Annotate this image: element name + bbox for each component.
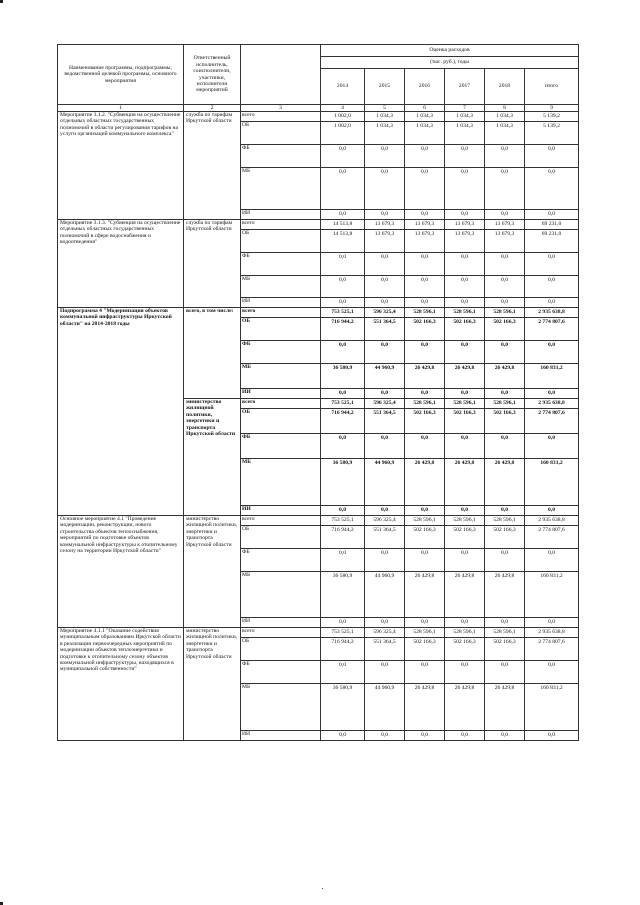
- year-value-cell: 0,0: [485, 210, 525, 220]
- year-value-cell: 528 596,1: [445, 308, 485, 318]
- year-value-cell: 1 034,3: [365, 112, 405, 122]
- year-value-cell: 0,0: [365, 276, 405, 298]
- table-row: [58, 308, 579, 318]
- scan-corner-mark: [0, 0, 3, 3]
- header-source: [241, 45, 321, 105]
- year-value-cell: 0,0: [445, 341, 485, 364]
- year-value-cell: 0,0: [321, 210, 365, 220]
- year-value-cell: 0,0: [321, 661, 365, 684]
- funding-source-cell: ОБ: [241, 409, 321, 434]
- year-value-cell: 0,0: [321, 434, 365, 459]
- year-value-cell: 0,0: [365, 618, 405, 628]
- year-value-cell: 0,0: [405, 434, 445, 459]
- year-value-cell: 596 325,4: [365, 628, 405, 638]
- total-value-cell: 5 139,2: [525, 112, 579, 122]
- year-value-cell: 36 580,9: [321, 684, 365, 731]
- total-value-cell: 2 774 807,6: [525, 638, 579, 661]
- year-value-cell: 551 364,5: [365, 526, 405, 549]
- year-value-cell: 0,0: [321, 341, 365, 364]
- header-cost-unit: (тыс. руб.), годы: [321, 57, 579, 69]
- header-responsible: Ответственный исполнитель, соисполнители, участники, исполнители мероприятий: [184, 45, 241, 105]
- funding-source-cell: всего: [241, 399, 321, 409]
- year-value-cell: 26 429,8: [405, 364, 445, 389]
- column-number: 4: [321, 105, 365, 112]
- year-value-cell: 551 364,5: [365, 409, 405, 434]
- column-number-row: [58, 105, 579, 112]
- year-value-cell: 26 429,8: [445, 459, 485, 506]
- year-value-cell: 502 166,3: [485, 409, 525, 434]
- year-value-cell: 0,0: [445, 618, 485, 628]
- table-row: [58, 220, 579, 230]
- year-value-cell: 0,0: [485, 731, 525, 741]
- column-number: 7: [445, 105, 485, 112]
- year-value-cell: 0,0: [405, 210, 445, 220]
- year-value-cell: 0,0: [405, 145, 445, 168]
- year-value-cell: 0,0: [405, 389, 445, 399]
- budget-table-sheet: [57, 44, 579, 741]
- year-value-cell: 0,0: [365, 210, 405, 220]
- year-value-cell: 596 325,4: [365, 399, 405, 409]
- year-value-cell: 0,0: [365, 389, 405, 399]
- year-value-cell: 0,0: [445, 276, 485, 298]
- year-value-cell: 26 429,8: [405, 572, 445, 618]
- year-value-cell: 551 364,5: [365, 318, 405, 341]
- year-value-cell: 0,0: [405, 276, 445, 298]
- funding-source-cell: МБ: [241, 572, 321, 618]
- year-value-cell: 13 679,3: [485, 230, 525, 253]
- year-value-cell: 0,0: [405, 506, 445, 516]
- year-value-cell: 44 960,9: [365, 459, 405, 506]
- total-value-cell: 160 831,2: [525, 364, 579, 389]
- year-value-cell: 1 002,0: [321, 112, 365, 122]
- total-value-cell: 2 935 638,8: [525, 628, 579, 638]
- year-value-cell: 0,0: [445, 549, 485, 572]
- year-value-cell: 44 960,9: [365, 364, 405, 389]
- year-value-cell: 44 960,9: [365, 684, 405, 731]
- year-value-cell: 716 944,2: [321, 526, 365, 549]
- total-value-cell: 2 774 807,6: [525, 318, 579, 341]
- year-value-cell: 528 596,1: [445, 399, 485, 409]
- total-value-cell: 0,0: [525, 298, 579, 308]
- funding-source-cell: ФБ: [241, 253, 321, 276]
- program-name-cell: Мероприятие 3.1.2. "Субвенция на осуществление отдельных областных государственных полномочий в области регулирования тарифов на услуги организаций коммунального комплекса": [58, 112, 184, 220]
- header-year: 2017: [445, 69, 485, 105]
- funding-source-cell: МБ: [241, 168, 321, 210]
- year-value-cell: 26 429,8: [405, 684, 445, 731]
- total-value-cell: 0,0: [525, 389, 579, 399]
- year-value-cell: 0,0: [365, 298, 405, 308]
- total-value-cell: 2 774 807,6: [525, 409, 579, 434]
- year-value-cell: 0,0: [365, 168, 405, 210]
- funding-source-cell: ОБ: [241, 526, 321, 549]
- year-value-cell: 502 166,3: [405, 526, 445, 549]
- year-value-cell: 0,0: [445, 389, 485, 399]
- year-value-cell: 0,0: [321, 253, 365, 276]
- year-value-cell: 26 429,8: [485, 572, 525, 618]
- year-value-cell: 0,0: [321, 389, 365, 399]
- year-value-cell: 0,0: [365, 145, 405, 168]
- year-value-cell: 0,0: [321, 145, 365, 168]
- year-value-cell: 502 166,3: [445, 526, 485, 549]
- year-value-cell: 753 525,1: [321, 308, 365, 318]
- year-value-cell: 26 429,8: [485, 684, 525, 731]
- responsible-cell: служба по тарифам Иркутской области: [184, 112, 241, 220]
- year-value-cell: 528 596,1: [405, 399, 445, 409]
- year-value-cell: 0,0: [365, 506, 405, 516]
- year-value-cell: 0,0: [485, 298, 525, 308]
- total-value-cell: 69 231,0: [525, 230, 579, 253]
- year-value-cell: 551 364,5: [365, 638, 405, 661]
- year-value-cell: 0,0: [485, 618, 525, 628]
- funding-source-cell: всего: [241, 308, 321, 318]
- responsible-cell: министерство жилищной политики, энергетики и транспорта Иркутской области: [184, 516, 241, 628]
- year-value-cell: 0,0: [485, 276, 525, 298]
- year-value-cell: 753 525,1: [321, 399, 365, 409]
- responsible-cell: всего, в том числе:: [184, 308, 241, 399]
- scan-speck: [322, 888, 323, 889]
- funding-source-cell: ФБ: [241, 549, 321, 572]
- year-value-cell: 0,0: [365, 731, 405, 741]
- funding-source-cell: МБ: [241, 684, 321, 731]
- total-value-cell: 2 935 638,8: [525, 308, 579, 318]
- column-number: 8: [485, 105, 525, 112]
- year-value-cell: 0,0: [321, 168, 365, 210]
- year-value-cell: 0,0: [365, 341, 405, 364]
- year-value-cell: 0,0: [405, 731, 445, 741]
- total-value-cell: 0,0: [525, 341, 579, 364]
- year-value-cell: 0,0: [445, 434, 485, 459]
- year-value-cell: 502 166,3: [485, 318, 525, 341]
- year-value-cell: 0,0: [405, 168, 445, 210]
- year-value-cell: 0,0: [445, 210, 485, 220]
- funding-source-cell: МБ: [241, 276, 321, 298]
- total-value-cell: 0,0: [525, 276, 579, 298]
- year-value-cell: 0,0: [321, 549, 365, 572]
- year-value-cell: 528 596,1: [485, 516, 525, 526]
- column-number: 6: [405, 105, 445, 112]
- funding-source-cell: ФБ: [241, 434, 321, 459]
- funding-source-cell: ФБ: [241, 341, 321, 364]
- year-value-cell: 596 325,4: [365, 516, 405, 526]
- responsible-cell: министерство жилищной политики, энергетики и транспорта Иркутской области: [184, 628, 241, 741]
- header-total: итого: [525, 69, 579, 105]
- year-value-cell: 596 325,4: [365, 308, 405, 318]
- budget-table: [57, 44, 579, 741]
- year-value-cell: 26 429,8: [405, 459, 445, 506]
- year-value-cell: 13 679,3: [485, 220, 525, 230]
- year-value-cell: 0,0: [365, 434, 405, 459]
- header-cost-estimate: Оценка расходов: [321, 45, 579, 57]
- year-value-cell: 753 525,1: [321, 516, 365, 526]
- header-year: 2018: [485, 69, 525, 105]
- year-value-cell: 0,0: [365, 549, 405, 572]
- year-value-cell: 0,0: [485, 145, 525, 168]
- total-value-cell: 69 231,0: [525, 220, 579, 230]
- year-value-cell: 26 429,8: [485, 459, 525, 506]
- year-value-cell: 0,0: [321, 731, 365, 741]
- year-value-cell: 0,0: [485, 389, 525, 399]
- header-row: [58, 45, 579, 57]
- year-value-cell: 1 034,3: [445, 112, 485, 122]
- total-value-cell: 160 831,2: [525, 684, 579, 731]
- year-value-cell: 716 944,2: [321, 318, 365, 341]
- program-name-cell: Мероприятие 3.1.3. "Субвенция на осуществление отдельных областных государственных полномочий в сфере водоснабжения и водоотведения": [58, 220, 184, 308]
- funding-source-cell: ОБ: [241, 122, 321, 145]
- year-value-cell: 0,0: [321, 618, 365, 628]
- funding-source-cell: МБ: [241, 459, 321, 506]
- year-value-cell: 0,0: [405, 341, 445, 364]
- year-value-cell: 0,0: [485, 168, 525, 210]
- funding-source-cell: ИИ: [241, 389, 321, 399]
- year-value-cell: 716 944,2: [321, 638, 365, 661]
- funding-source-cell: всего: [241, 220, 321, 230]
- column-number: 1: [58, 105, 184, 112]
- year-value-cell: 528 596,1: [405, 628, 445, 638]
- program-name-cell: Мероприятие 4.1.1 "Оказание содействия муниципальным образованиям Иркутской области в реализации первоочередных мероприятий по модернизации объектов теплоэнергетики и подготовке к отопительному сезону объектов коммунальной инфраструктуры, находящихся в муниципальной собственности": [58, 628, 184, 741]
- responsible-cell: министерство жилищной политики, энергетики и транспорта Иркутской области: [184, 399, 241, 516]
- header-year: 2014: [321, 69, 365, 105]
- year-value-cell: 528 596,1: [485, 308, 525, 318]
- year-value-cell: 1 034,3: [405, 122, 445, 145]
- funding-source-cell: ИИ: [241, 506, 321, 516]
- total-value-cell: 0,0: [525, 731, 579, 741]
- year-value-cell: 0,0: [485, 506, 525, 516]
- funding-source-cell: ФБ: [241, 661, 321, 684]
- funding-source-cell: МБ: [241, 364, 321, 389]
- year-value-cell: 528 596,1: [485, 628, 525, 638]
- budget-table-body: [58, 45, 579, 741]
- year-value-cell: 716 944,2: [321, 409, 365, 434]
- year-value-cell: 502 166,3: [405, 638, 445, 661]
- year-value-cell: 0,0: [321, 276, 365, 298]
- total-value-cell: 0,0: [525, 210, 579, 220]
- total-value-cell: 0,0: [525, 618, 579, 628]
- year-value-cell: 502 166,3: [445, 638, 485, 661]
- year-value-cell: 13 679,3: [365, 230, 405, 253]
- year-value-cell: 44 960,9: [365, 572, 405, 618]
- year-value-cell: 0,0: [445, 253, 485, 276]
- total-value-cell: 0,0: [525, 145, 579, 168]
- funding-source-cell: всего: [241, 112, 321, 122]
- total-value-cell: 0,0: [525, 434, 579, 459]
- total-value-cell: 5 139,2: [525, 122, 579, 145]
- year-value-cell: 0,0: [445, 298, 485, 308]
- year-value-cell: 0,0: [365, 661, 405, 684]
- year-value-cell: 13 679,3: [445, 230, 485, 253]
- total-value-cell: 160 831,2: [525, 572, 579, 618]
- year-value-cell: 0,0: [405, 661, 445, 684]
- year-value-cell: 36 580,9: [321, 364, 365, 389]
- year-value-cell: 0,0: [445, 168, 485, 210]
- funding-source-cell: ИИ: [241, 298, 321, 308]
- year-value-cell: 1 034,3: [445, 122, 485, 145]
- total-value-cell: 2 774 807,6: [525, 526, 579, 549]
- year-value-cell: 1 034,3: [485, 112, 525, 122]
- header-program-name: Наименование программы, подпрограммы, ведомственной целевой программы, основного мероприятия: [58, 45, 184, 105]
- table-row: [58, 112, 579, 122]
- year-value-cell: 1 034,3: [485, 122, 525, 145]
- year-value-cell: 13 679,3: [405, 220, 445, 230]
- year-value-cell: 0,0: [485, 549, 525, 572]
- year-value-cell: 0,0: [485, 253, 525, 276]
- year-value-cell: 1 002,0: [321, 122, 365, 145]
- column-number: 5: [365, 105, 405, 112]
- program-name-cell: Основное мероприятие 4.1 "Проведение модернизации, реконструкции, нового строительства объектов теплоснабжения, мероприятий по подготовке объектов коммунальной инфраструктуры к отопительному сезону на территории Иркутской области": [58, 516, 184, 628]
- total-value-cell: 0,0: [525, 661, 579, 684]
- funding-source-cell: всего: [241, 516, 321, 526]
- year-value-cell: 0,0: [445, 661, 485, 684]
- funding-source-cell: ИИ: [241, 618, 321, 628]
- year-value-cell: 36 580,9: [321, 459, 365, 506]
- year-value-cell: 502 166,3: [485, 526, 525, 549]
- year-value-cell: 0,0: [321, 298, 365, 308]
- year-value-cell: 753 525,1: [321, 628, 365, 638]
- column-number: 9: [525, 105, 579, 112]
- responsible-cell: служба по тарифам Иркутской области: [184, 220, 241, 308]
- year-value-cell: 26 429,8: [445, 364, 485, 389]
- year-value-cell: 26 429,8: [445, 572, 485, 618]
- year-value-cell: 0,0: [485, 661, 525, 684]
- funding-source-cell: ОБ: [241, 230, 321, 253]
- year-value-cell: 36 580,9: [321, 572, 365, 618]
- column-number: 2: [184, 105, 241, 112]
- year-value-cell: 528 596,1: [405, 516, 445, 526]
- year-value-cell: 528 596,1: [445, 516, 485, 526]
- year-value-cell: 502 166,3: [445, 318, 485, 341]
- year-value-cell: 502 166,3: [485, 638, 525, 661]
- year-value-cell: 13 679,3: [445, 220, 485, 230]
- year-value-cell: 0,0: [405, 253, 445, 276]
- table-row: [58, 516, 579, 526]
- total-value-cell: 0,0: [525, 549, 579, 572]
- funding-source-cell: ФБ: [241, 145, 321, 168]
- year-value-cell: 502 166,3: [405, 409, 445, 434]
- year-value-cell: 1 034,3: [405, 112, 445, 122]
- total-value-cell: 2 935 638,8: [525, 399, 579, 409]
- year-value-cell: 0,0: [405, 549, 445, 572]
- year-value-cell: 13 679,3: [365, 220, 405, 230]
- year-value-cell: 502 166,3: [405, 318, 445, 341]
- header-year: 2015: [365, 69, 405, 105]
- total-value-cell: 0,0: [525, 253, 579, 276]
- year-value-cell: 0,0: [445, 731, 485, 741]
- year-value-cell: 502 166,3: [445, 409, 485, 434]
- year-value-cell: 0,0: [405, 618, 445, 628]
- year-value-cell: 26 429,8: [445, 684, 485, 731]
- year-value-cell: 14 513,8: [321, 230, 365, 253]
- year-value-cell: 0,0: [321, 506, 365, 516]
- year-value-cell: 0,0: [485, 341, 525, 364]
- year-value-cell: 0,0: [405, 298, 445, 308]
- year-value-cell: 1 034,3: [365, 122, 405, 145]
- funding-source-cell: ОБ: [241, 318, 321, 341]
- funding-source-cell: всего: [241, 628, 321, 638]
- total-value-cell: 0,0: [525, 168, 579, 210]
- year-value-cell: 0,0: [485, 434, 525, 459]
- funding-source-cell: ИИ: [241, 210, 321, 220]
- year-value-cell: 528 596,1: [485, 399, 525, 409]
- total-value-cell: 2 935 638,8: [525, 516, 579, 526]
- total-value-cell: 0,0: [525, 506, 579, 516]
- table-row: [58, 628, 579, 638]
- year-value-cell: 14 513,8: [321, 220, 365, 230]
- header-year: 2016: [405, 69, 445, 105]
- column-number: 3: [241, 105, 321, 112]
- year-value-cell: 528 596,1: [405, 308, 445, 318]
- total-value-cell: 160 831,2: [525, 459, 579, 506]
- year-value-cell: 0,0: [445, 145, 485, 168]
- program-name-cell: Подпрограмма 4 "Модернизация объектов коммунальной инфраструктуры Иркутской области" на 2014-2018 годы: [58, 308, 184, 516]
- year-value-cell: 0,0: [445, 506, 485, 516]
- year-value-cell: 528 596,1: [445, 628, 485, 638]
- year-value-cell: 0,0: [365, 253, 405, 276]
- year-value-cell: 13 679,3: [405, 230, 445, 253]
- funding-source-cell: ОБ: [241, 638, 321, 661]
- funding-source-cell: ИИ: [241, 731, 321, 741]
- year-value-cell: 26 429,8: [485, 364, 525, 389]
